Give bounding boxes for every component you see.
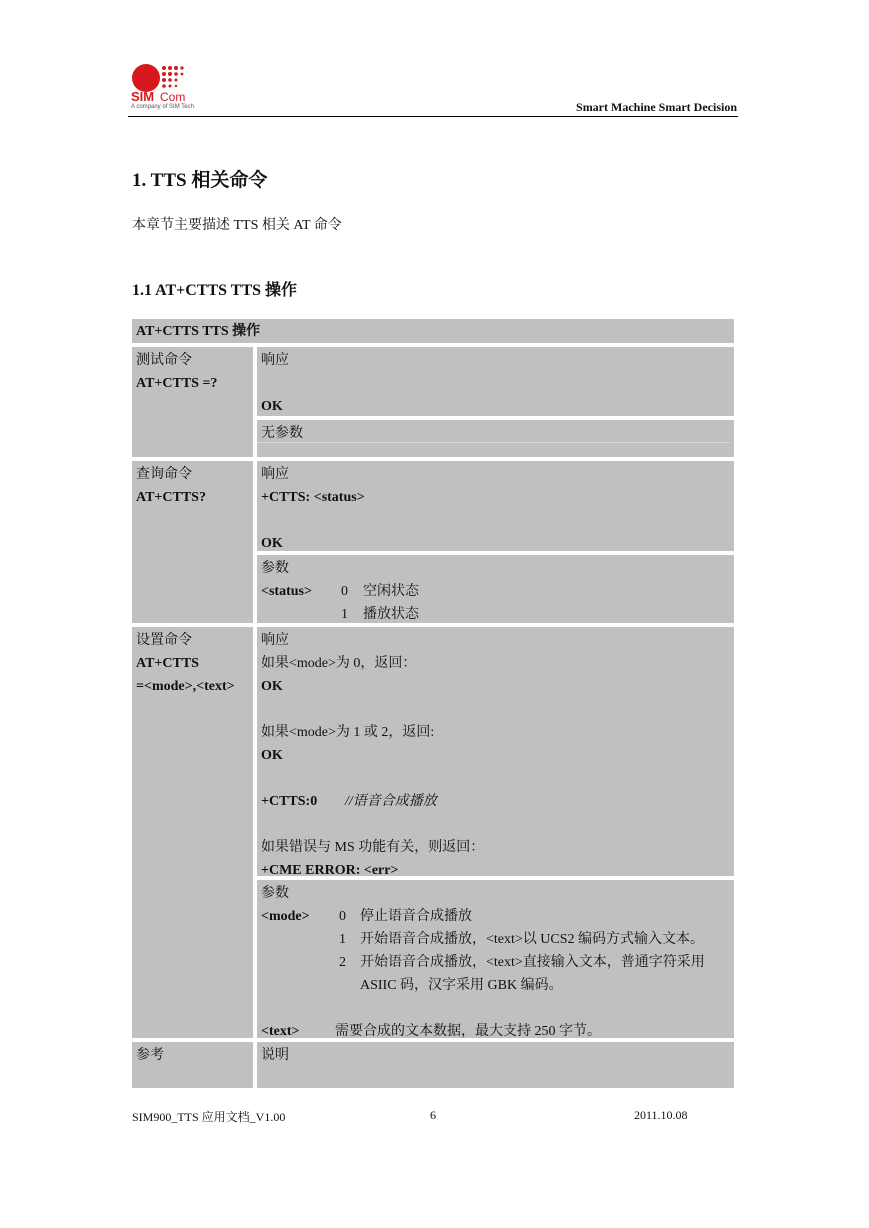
mode-param-name: <mode>	[261, 909, 310, 924]
test-command-cell	[132, 347, 253, 457]
set-param-label: 参数	[261, 886, 289, 901]
query-response-ok: OK	[261, 536, 283, 551]
mode-value-text: 开始语音合成播放，<text>直接输入文本，普通字符采用	[360, 955, 705, 970]
test-response-cell	[257, 347, 734, 416]
set-command-syntax-1: AT+CTTS	[136, 656, 199, 671]
query-command-syntax: AT+CTTS?	[136, 490, 206, 505]
set-response-err-note: 如果错误与 MS 功能有关，则返回：	[261, 840, 485, 855]
set-response-label: 响应	[261, 633, 289, 648]
logo-tagline: A company of SIM Tech	[131, 104, 194, 110]
mode-value-code: 2	[339, 955, 346, 970]
test-param-note: 无参数	[261, 426, 303, 441]
mode-value-text: 开始语音合成播放，<text>以 UCS2 编码方式输入文本。	[360, 932, 705, 947]
cell-rule	[257, 442, 730, 443]
set-response-ok1: OK	[261, 679, 283, 694]
query-response-line: +CTTS: <status>	[261, 490, 365, 505]
svg-text:Com: Com	[160, 90, 186, 104]
status-value-code: 1	[341, 607, 348, 622]
set-response-cell	[257, 627, 734, 876]
svg-text:SIM: SIM	[131, 89, 155, 104]
set-command-cell	[132, 627, 253, 1038]
set-command-syntax-2: =<mode>,<text>	[136, 679, 235, 694]
text-param-desc: 需要合成的文本数据，最大支持 250 字节。	[335, 1024, 601, 1039]
reference-label: 参考	[136, 1048, 164, 1063]
mode-value-2-continuation: ASIIC 码，汉字采用 GBK 编码。	[360, 978, 563, 993]
chapter-intro: 本章节主要描述 TTS 相关 AT 命令	[132, 218, 342, 233]
set-response-ok2: OK	[261, 748, 283, 763]
set-response-urc: +CTTS:0	[261, 794, 318, 809]
test-command-label: 测试命令	[136, 353, 192, 368]
test-response-ok: OK	[261, 399, 283, 414]
mode-value-text: 停止语音合成播放	[360, 909, 472, 924]
table-header: AT+CTTS TTS 操作	[132, 319, 734, 343]
query-param-label: 参数	[261, 561, 289, 576]
set-command-label: 设置命令	[136, 633, 192, 648]
query-response-label: 响应	[261, 467, 289, 482]
reference-note: 说明	[261, 1048, 289, 1063]
footer-date: 2011.10.08	[634, 1108, 688, 1122]
footer-page-number: 6	[430, 1108, 436, 1122]
set-response-err: +CME ERROR: <err>	[261, 863, 399, 878]
mode-value-code: 1	[339, 932, 346, 947]
status-value-text: 空闲状态	[363, 584, 419, 599]
set-response-if12: 如果<mode>为 1 或 2，返回:	[261, 725, 435, 740]
status-param-name: <status>	[261, 584, 312, 599]
header-divider	[128, 116, 738, 117]
footer-doc-name: SIM900_TTS 应用文档_V1.00	[132, 1110, 286, 1124]
test-command-syntax: AT+CTTS =?	[136, 376, 218, 391]
query-param-cell	[257, 555, 734, 623]
set-response-urc-comment: //语音合成播放	[345, 794, 437, 809]
query-command-label: 查询命令	[136, 467, 192, 482]
status-value-text: 播放状态	[363, 607, 419, 622]
reference-cell	[132, 1042, 253, 1088]
test-response-label: 响应	[261, 353, 289, 368]
chapter-title: 1. TTS 相关命令	[132, 170, 268, 191]
mode-value-code: 0	[339, 909, 346, 924]
set-response-if0: 如果<mode>为 0，返回：	[261, 656, 417, 671]
section-title: 1.1 AT+CTTS TTS 操作	[132, 282, 298, 299]
query-command-cell	[132, 461, 253, 623]
test-param-cell	[257, 420, 734, 457]
text-param-name: <text>	[261, 1024, 300, 1039]
header-slogan: Smart Machine Smart Decision	[576, 100, 737, 114]
query-response-cell	[257, 461, 734, 551]
set-param-cell	[257, 880, 734, 1038]
reference-note-cell	[257, 1042, 734, 1088]
status-value-code: 0	[341, 584, 348, 599]
